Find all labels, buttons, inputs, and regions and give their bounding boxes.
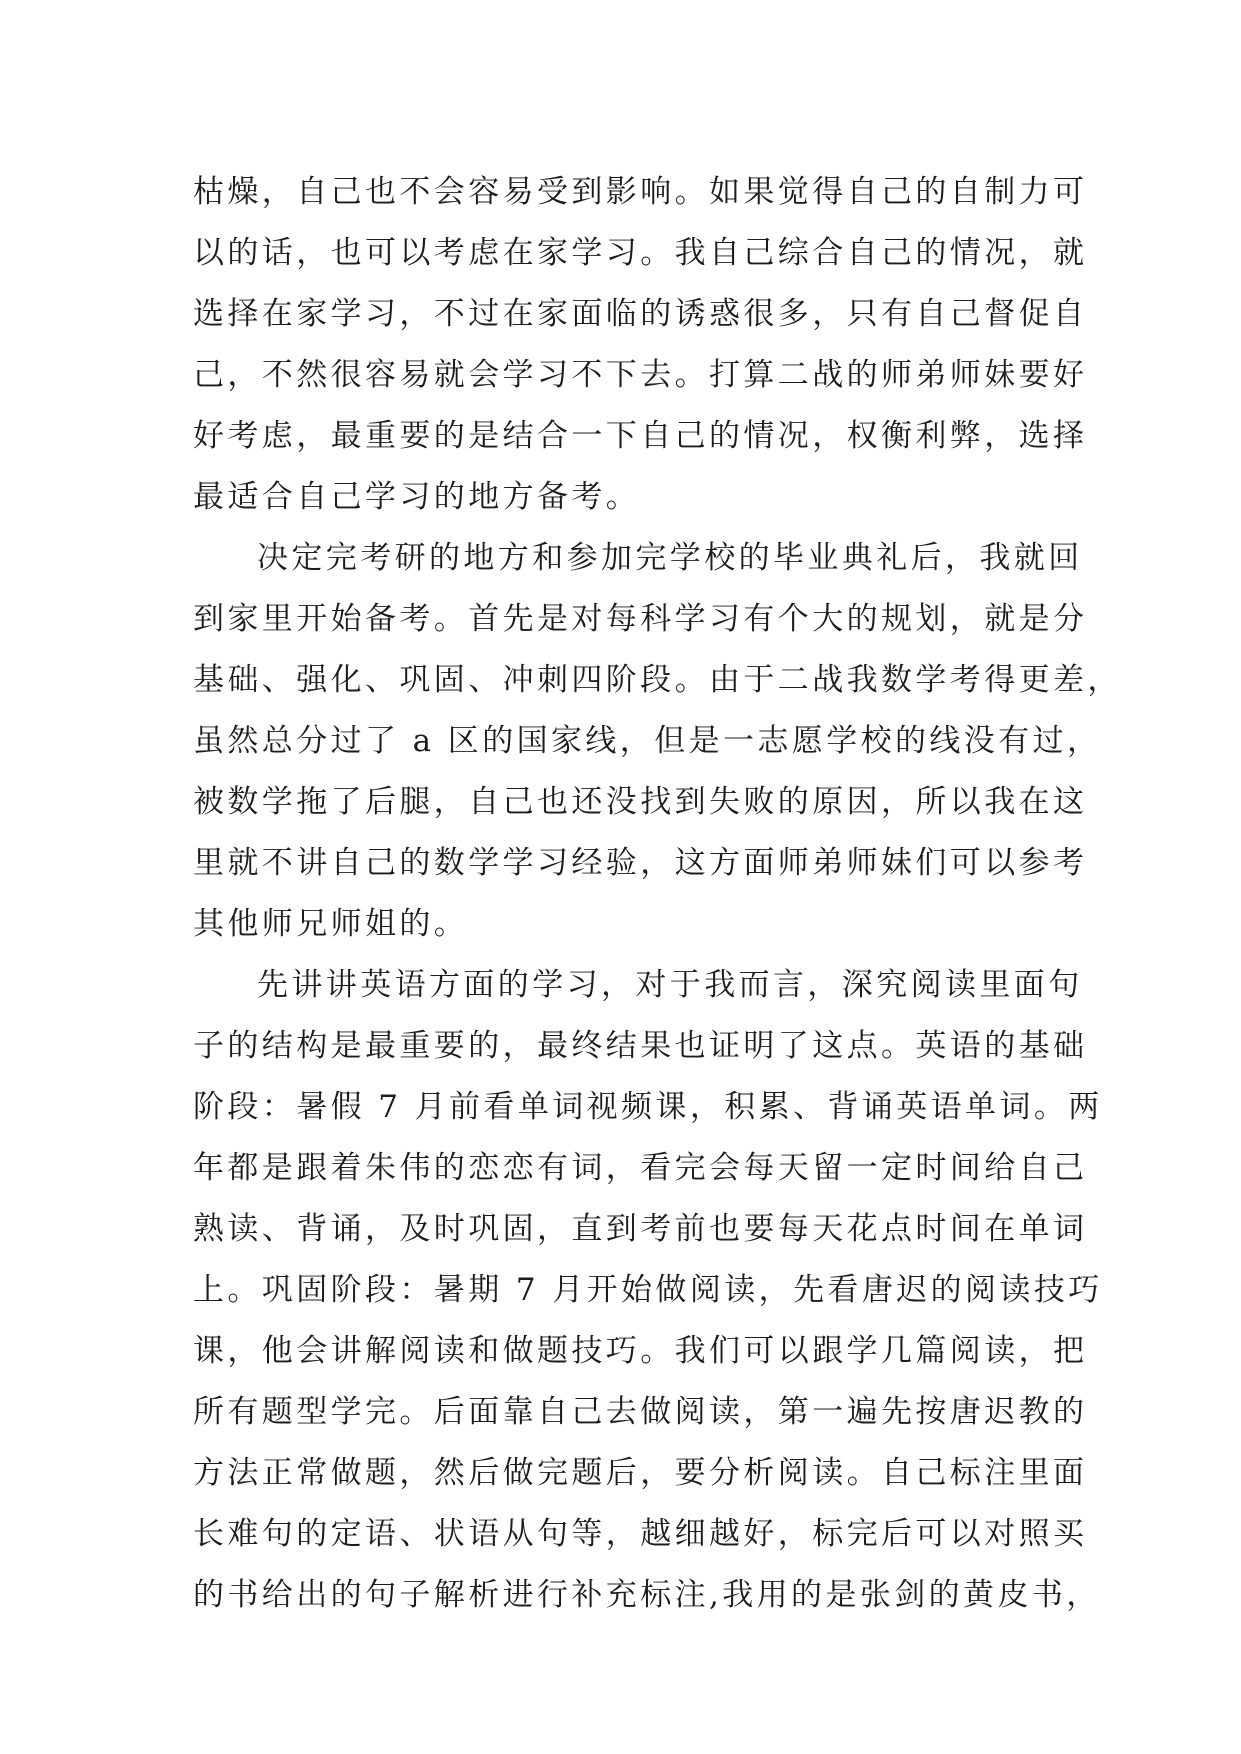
text-line: 子的结构是最重要的，最终结果也证明了这点。英语的基础 xyxy=(193,1028,1088,1064)
document-body xyxy=(193,162,1122,1626)
text-line: 阶段：暑假 7 月前看单词视频课，积累、背诵英语单词。两 xyxy=(193,1089,1103,1125)
text-line: 基础、强化、巩固、冲刺四阶段。由于二战我数学考得更差， xyxy=(193,662,1122,698)
paragraph xyxy=(193,955,1103,1626)
paragraph xyxy=(193,162,1093,528)
text-line: 枯燥，自己也不会容易受到影响。如果觉得自己的自制力可 xyxy=(193,174,1088,210)
text-line: 上。巩固阶段：暑期 7 月开始做阅读，先看唐迟的阅读技巧 xyxy=(193,1272,1103,1308)
text-line: 己，不然很容易就会学习不下去。打算二战的师弟师妹要好 xyxy=(193,357,1088,393)
text-line: 到家里开始备考。首先是对每科学习有个大的规划，就是分 xyxy=(193,601,1088,637)
text-line: 先讲讲英语方面的学习，对于我而言，深究阅读里面句 xyxy=(257,967,1083,1003)
text-line: 最适合自己学习的地方备考。 xyxy=(193,479,641,515)
text-line: 熟读、背诵，及时巩固，直到考前也要每天花点时间在单词 xyxy=(193,1211,1088,1247)
text-line: 被数学拖了后腿，自己也还没找到失败的原因，所以我在这 xyxy=(193,784,1088,820)
text-line: 长难句的定语、状语从句等，越细越好，标完后可以对照买 xyxy=(193,1516,1088,1552)
text-line: 以的话，也可以考虑在家学习。我自己综合自己的情况，就 xyxy=(193,235,1088,271)
text-line: 年都是跟着朱伟的恋恋有词，看完会每天留一定时间给自己 xyxy=(193,1150,1088,1186)
text-line: 所有题型学完。后面靠自己去做阅读，第一遍先按唐迟教的 xyxy=(193,1394,1088,1430)
text-line: 虽然总分过了 a 区的国家线，但是一志愿学校的线没有过， xyxy=(193,723,1102,759)
paragraph xyxy=(193,528,1122,955)
text-line: 的书给出的句子解析进行补充标注,我用的是张剑的黄皮书， xyxy=(193,1577,1101,1613)
text-line: 好考虑，最重要的是结合一下自己的情况，权衡利弊，选择 xyxy=(193,418,1088,454)
text-line: 课，他会讲解阅读和做题技巧。我们可以跟学几篇阅读，把 xyxy=(193,1333,1088,1369)
text-line: 方法正常做题，然后做完题后，要分析阅读。自己标注里面 xyxy=(193,1455,1088,1491)
text-line: 里就不讲自己的数学学习经验，这方面师弟师妹们可以参考 xyxy=(193,845,1088,881)
text-line: 其他师兄师姐的。 xyxy=(193,906,469,942)
text-line: 选择在家学习，不过在家面临的诱惑很多，只有自己督促自 xyxy=(193,296,1088,332)
text-line: 决定完考研的地方和参加完学校的毕业典礼后，我就回 xyxy=(257,540,1083,576)
